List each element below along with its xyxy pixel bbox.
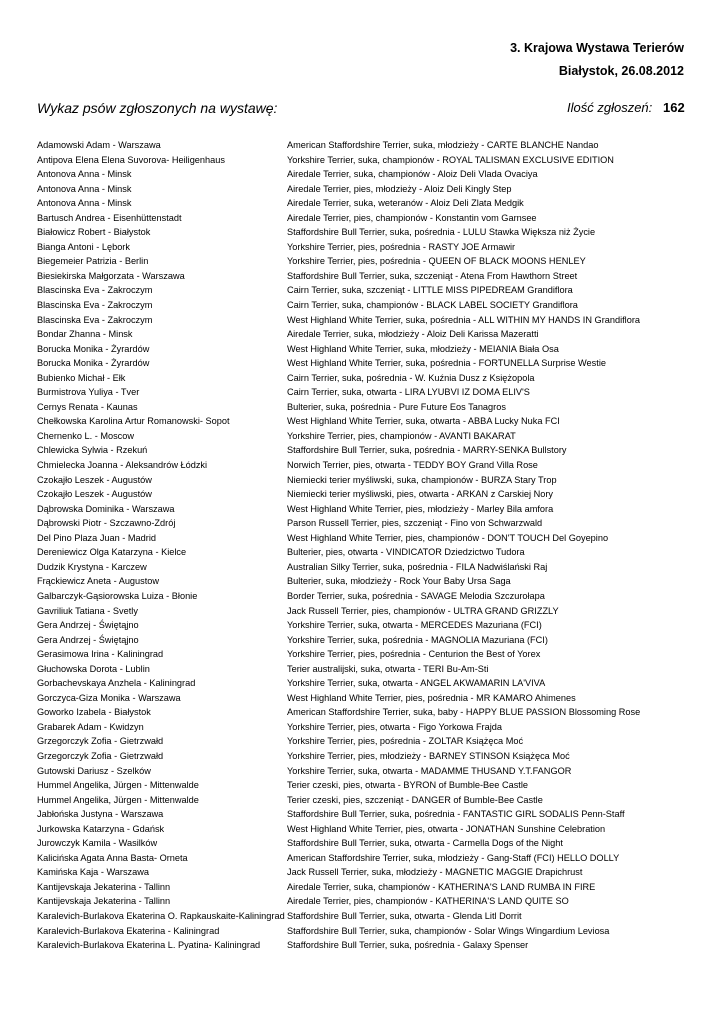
owner-name: Borucka Monika - Żyrardów [37, 358, 150, 369]
list-item [37, 560, 687, 575]
owner-name: Hummel Angelika, Jürgen - Mittenwalde [37, 794, 199, 805]
list-item [37, 720, 687, 735]
dog-entry: Staffordshire Bull Terrier, suka, pośrednia - LULU Stawka Większa niż Życie [287, 227, 596, 238]
owner-name: Karalevich-Burlakova Ekaterina O. Rapkauskaite-Kaliningrad [37, 910, 285, 921]
list-item [37, 836, 687, 851]
list-item [37, 167, 687, 182]
list-item [37, 793, 687, 808]
dog-entry: West Highland White Terrier, pies, otwarta - JONATHAN Sunshine Celebration [287, 823, 606, 834]
list-item [37, 138, 687, 153]
list-item [37, 822, 687, 837]
dog-entry: Airedale Terrier, suka, championów - Aloiz Deli Vlada Ovaciya [287, 169, 538, 180]
owner-name: Grzegorczyk Zofia - Gietrzwałd [37, 750, 164, 761]
list-item [37, 633, 687, 648]
list-item [37, 589, 687, 604]
dog-entry: West Highland White Terrier, suka, pośrednia - ALL WITHIN MY HANDS IN Grandiflora [287, 314, 640, 325]
owner-name: Grzegorczyk Zofia - Gietrzwałd [37, 736, 164, 747]
list-item [37, 473, 687, 488]
dog-entry: Terier czeski, pies, szczeniąt - DANGER of Bumble-Bee Castle [287, 794, 543, 805]
dog-entry: West Highland White Terrier, pies, pośrednia - MR KAMARO Ahimenes [287, 692, 576, 703]
owner-name: Del Pino Plaza Juan - Madrid [37, 532, 156, 543]
dog-entry: Yorkshire Terrier, pies, młodzieży - BARNEY STINSON Książęca Moć [287, 750, 570, 761]
list-item [37, 909, 687, 924]
owner-name: Gutowski Dariusz - Szelków [37, 765, 151, 776]
dog-entry: Bulterier, pies, otwarta - VINDICATOR Dziedzictwo Tudora [287, 547, 525, 558]
dog-entry: Australian Silky Terrier, suka, pośrednia - FILA Nadwiślański Raj [287, 561, 548, 572]
owner-name: Dąbrowski Piotr - Szczawno-Zdrój [37, 518, 176, 529]
dog-entry: Yorkshire Terrier, pies, pośrednia - QUEEN OF BLACK MOONS HENLEY [287, 256, 586, 267]
event-title: 3. Krajowa Wystawa Terierów [510, 41, 684, 55]
dog-entry: Yorkshire Terrier, pies, championów - AVANTI BAKARAT [287, 430, 516, 441]
dog-entry: Yorkshire Terrier, suka, otwarta - MADAMME THUSAND Y.T.FANGOR [287, 765, 572, 776]
list-item [37, 502, 687, 517]
dog-entry: Yorkshire Terrier, pies, pośrednia - Centurion the Best of Yorex [287, 649, 541, 660]
list-item [37, 531, 687, 546]
list-item [37, 516, 687, 531]
list-item [37, 211, 687, 226]
dog-entry: Yorkshire Terrier, suka, otwarta - MERCEDES Mazuriana (FCI) [287, 620, 542, 631]
list-item [37, 764, 687, 779]
owner-name: Cernys Renata - Kaunas [37, 401, 138, 412]
list-item [37, 182, 687, 197]
owner-name: Jurkowska Katarzyna - Gdańsk [37, 823, 165, 834]
owner-name: Kamińska Kaja - Warszawa [37, 867, 149, 878]
list-item [37, 894, 687, 909]
list-item [37, 604, 687, 619]
list-item [37, 225, 687, 240]
owner-name: Chernenko L. - Moscow [37, 430, 135, 441]
dog-entry: Airedale Terrier, pies, championów - Konstantin vom Garnsee [287, 212, 537, 223]
list-item [37, 400, 687, 415]
owner-name: Karalevich-Burlakova Ekaterina - Kaliningrad [37, 925, 220, 936]
dog-entry: Staffordshire Bull Terrier, suka, szczeniąt - Atena From Hawthorn Street [287, 270, 578, 281]
owner-name: Gavriliuk Tatiana - Svetly [37, 605, 138, 616]
owner-name: Bianga Antoni - Lębork [37, 241, 130, 252]
list-heading: Wykaz psów zgłoszonych na wystawę: [37, 100, 278, 116]
dog-entry: West Highland White Terrier, suka, otwarta - ABBA Lucky Nuka FCI [287, 416, 560, 427]
owner-name: Hummel Angelika, Jürgen - Mittenwalde [37, 780, 199, 791]
dog-entry: West Highland White Terrier, pies, championów - DON'T TOUCH Del Goyepino [287, 532, 609, 543]
owner-name: Antonova Anna - Minsk [37, 198, 132, 209]
owner-name: Dąbrowska Dominika - Warszawa [37, 503, 175, 514]
list-item [37, 385, 687, 400]
dog-entry: Yorkshire Terrier, suka, pośrednia - MAGNOLIA Mazuriana (FCI) [287, 634, 548, 645]
dog-entry: Yorkshire Terrier, pies, otwarta - Figo Yorkowa Frajda [287, 721, 502, 732]
dog-entry: Norwich Terrier, pies, otwarta - TEDDY BOY Grand Villa Rose [287, 460, 538, 471]
dog-entry: West Highland White Terrier, suka, pośrednia - FORTUNELLA Surprise Westie [287, 358, 606, 369]
owner-name: Kantijevskaja Jekaterina - Tallinn [37, 896, 171, 907]
dog-entry: Staffordshire Bull Terrier, suka, otwarta - Glenda Litl Dorrit [287, 910, 522, 921]
dog-entry: Airedale Terrier, pies, championów - KATHERINA'S LAND QUITE SO [287, 896, 569, 907]
list-item [37, 545, 687, 560]
owner-name: Kalicińska Agata Anna Basta- Orneta [37, 852, 188, 863]
dog-entry: West Highland White Terrier, pies, młodzieży - Marley Bila amfora [287, 503, 554, 514]
dog-entry: American Staffordshire Terrier, suka, młodzieży - Gang-Staff (FCI) HELLO DOLLY [287, 852, 620, 863]
dog-entry: Yorkshire Terrier, suka, championów - ROYAL TALISMAN EXCLUSIVE EDITION [287, 154, 614, 165]
owner-name: Dudzik Krystyna - Karczew [37, 561, 147, 572]
owner-name: Chlewicka Sylwia - Rzekuń [37, 445, 148, 456]
dog-entry: American Staffordshire Terrier, suka, baby - HAPPY BLUE PASSION Blossoming Rose [287, 707, 641, 718]
owner-name: Bubienko Michał - Ełk [37, 372, 126, 383]
owner-name: Frąckiewicz Aneta - Augustow [37, 576, 160, 587]
list-item [37, 327, 687, 342]
owner-name: Goworko Izabela - Białystok [37, 707, 151, 718]
dog-entry: Yorkshire Terrier, pies, pośrednia - RASTY JOE Armawir [287, 241, 516, 252]
owner-name: Blascinska Eva - Zakroczym [37, 314, 153, 325]
list-item [37, 749, 687, 764]
owner-name: Biegemeier Patrizia - Berlin [37, 256, 149, 267]
dog-entry: American Staffordshire Terrier, suka, młodzieży - CARTE BLANCHE Nandao [287, 140, 599, 150]
list-item [37, 269, 687, 284]
dog-entry: Jack Russell Terrier, suka, młodzieży - MAGNETIC MAGGIE Drapichrust [287, 867, 583, 878]
owner-name: Kantijevskaja Jekaterina - Tallinn [37, 881, 171, 892]
list-item [37, 342, 687, 357]
list-item [37, 807, 687, 822]
list-item [37, 676, 687, 691]
list-item [37, 734, 687, 749]
list-item [37, 851, 687, 866]
list-item [37, 443, 687, 458]
list-item [37, 356, 687, 371]
list-item [37, 705, 687, 720]
dog-entry: Cairn Terrier, suka, otwarta - LIRA LYUBVI IZ DOMA ELIV'S [287, 387, 530, 398]
dog-entry: Niemiecki terier myśliwski, pies, otwarta - ARKAN z Carskiej Nory [287, 489, 553, 500]
list-item [37, 618, 687, 633]
list-item [37, 924, 687, 939]
list-item [37, 574, 687, 589]
list-item [37, 691, 687, 706]
owner-name: Burmistrova Yuliya - Tver [37, 387, 140, 398]
list-item [37, 153, 687, 168]
owner-name: Chmielecka Joanna - Aleksandrów Łódzki [37, 460, 208, 471]
owner-name: Jabłońska Justyna - Warszawa [37, 809, 164, 820]
dog-entry: Yorkshire Terrier, suka, otwarta - ANGEL AKWAMARIN LA'VIVA [287, 678, 546, 689]
list-item [37, 458, 687, 473]
list-item [37, 298, 687, 313]
owner-name: Jurowczyk Kamila - Wasilków [37, 838, 158, 849]
dog-entry: Parson Russell Terrier, pies, szczeniąt - Fino von Schwarzwald [287, 518, 543, 529]
dog-entry: West Highland White Terrier, suka, młodzieży - MEIANIA Biała Osa [287, 343, 559, 354]
owner-name: Białowicz Robert - Białystok [37, 227, 151, 238]
list-item [37, 647, 687, 662]
dog-entry: Staffordshire Bull Terrier, suka, pośrednia - Galaxy Spenser [287, 940, 529, 951]
owner-name: Antipova Elena Elena Suvorova- Heiligenhaus [37, 154, 225, 165]
owner-name: Bondar Zhanna - Minsk [37, 329, 133, 340]
dog-entry: Airedale Terrier, suka, młodzieży - Aloiz Deli Karissa Mazeratti [287, 329, 539, 340]
dog-entry: Staffordshire Bull Terrier, suka, pośrednia - MARRY-SENKA Bullstory [287, 445, 567, 456]
dog-entry: Airedale Terrier, suka, championów - KATHERINA'S LAND RUMBA IN FIRE [287, 881, 596, 892]
list-item [37, 487, 687, 502]
dog-entry: Niemiecki terier myśliwski, suka, championów - BURZA Stary Trop [287, 474, 557, 485]
owner-name: Karalevich-Burlakova Ekaterina L. Pyatina- Kaliningrad [37, 940, 261, 951]
owner-name: Biesiekirska Małgorzata - Warszawa [37, 270, 185, 281]
dog-entry: Cairn Terrier, suka, pośrednia - W. Kuźnia Dusz z Księżopola [287, 372, 535, 383]
owner-name: Gorbachevskaya Anzhela - Kaliningrad [37, 678, 196, 689]
dog-entry: Staffordshire Bull Terrier, suka, otwarta - Carmella Dogs of the Night [287, 838, 563, 849]
list-item [37, 662, 687, 677]
owner-name: Grabarek Adam - Kwidzyn [37, 721, 144, 732]
dog-entry: Yorkshire Terrier, pies, pośrednia - ZOLTAR Książęca Moć [287, 736, 524, 747]
dog-entry: Cairn Terrier, suka, szczeniąt - LITTLE MISS PIPEDREAM Grandiflora [287, 285, 573, 296]
owner-name: Borucka Monika - Żyrardów [37, 343, 150, 354]
dog-entry: Airedale Terrier, suka, weteranów - Aloiz Deli Zlata Medgik [287, 198, 524, 209]
owner-name: Blascinska Eva - Zakroczym [37, 300, 153, 311]
list-item [37, 196, 687, 211]
owner-name: Dereniewicz Olga Katarzyna - Kielce [37, 547, 187, 558]
dog-entry: Terier czeski, pies, otwarta - BYRON of Bumble-Bee Castle [287, 780, 529, 791]
dog-entry: Bulterier, suka, młodzieży - Rock Your Baby Ursa Saga [287, 576, 511, 587]
dog-entry: Staffordshire Bull Terrier, suka, pośrednia - FANTASTIC GIRL SODALIS Penn-Staff [287, 809, 625, 820]
list-item [37, 778, 687, 793]
dog-entry: Cairn Terrier, suka, championów - BLACK LABEL SOCIETY Grandiflora [287, 300, 578, 311]
dog-entry: Bulterier, suka, pośrednia - Pure Future Eos Tanagros [287, 401, 506, 412]
owner-name: Blascinska Eva - Zakroczym [37, 285, 153, 296]
owner-name: Gorczyca-Giza Monika - Warszawa [37, 692, 181, 703]
owner-name: Gerasimowa Irina - Kaliningrad [37, 649, 164, 660]
dog-entry: Airedale Terrier, pies, młodzieży - Aloiz Deli Kingly Step [287, 183, 512, 194]
owner-name: Gera Andrzej - Świętąjno [37, 634, 139, 645]
owner-name: Głuchowska Dorota - Lublin [37, 663, 150, 674]
owner-name: Galbarczyk-Gąsiorowska Luiza - Błonie [37, 590, 198, 601]
owner-name: Bartusch Andrea - Eisenhüttenstadt [37, 212, 182, 223]
event-place-date: Białystok, 26.08.2012 [558, 64, 684, 78]
list-item [37, 313, 687, 328]
list-item [37, 429, 687, 444]
list-item [37, 938, 687, 953]
owner-name: Chełkowska Karolina Artur Romanowski- Sopot [37, 416, 230, 427]
owner-name: Czokajło Leszek - Augustów [37, 474, 152, 485]
entries-list [37, 138, 687, 953]
list-item [37, 371, 687, 386]
list-item [37, 414, 687, 429]
list-item [37, 283, 687, 298]
dog-entry: Terier australijski, suka, otwarta - TERI Bu-Am-Sti [287, 663, 489, 674]
entry-count-value: 162 [663, 100, 685, 115]
owner-name: Czokajło Leszek - Augustów [37, 489, 152, 500]
dog-entry: Jack Russell Terrier, pies, championów - ULTRA GRAND GRIZZLY [287, 605, 559, 616]
list-item [37, 254, 687, 269]
owner-name: Adamowski Adam - Warszawa [37, 140, 161, 150]
owner-name: Antonova Anna - Minsk [37, 169, 132, 180]
list-item [37, 880, 687, 895]
dog-entry: Staffordshire Bull Terrier, suka, championów - Solar Wings Wingardium Leviosa [287, 925, 610, 936]
list-item [37, 865, 687, 880]
entry-count-label: Ilość zgłoszeń: [567, 100, 653, 115]
owner-name: Antonova Anna - Minsk [37, 183, 132, 194]
owner-name: Gera Andrzej - Świętąjno [37, 620, 139, 631]
list-item [37, 240, 687, 255]
dog-entry: Border Terrier, suka, pośrednia - SAVAGE Melodia Szczurołapa [287, 590, 545, 601]
